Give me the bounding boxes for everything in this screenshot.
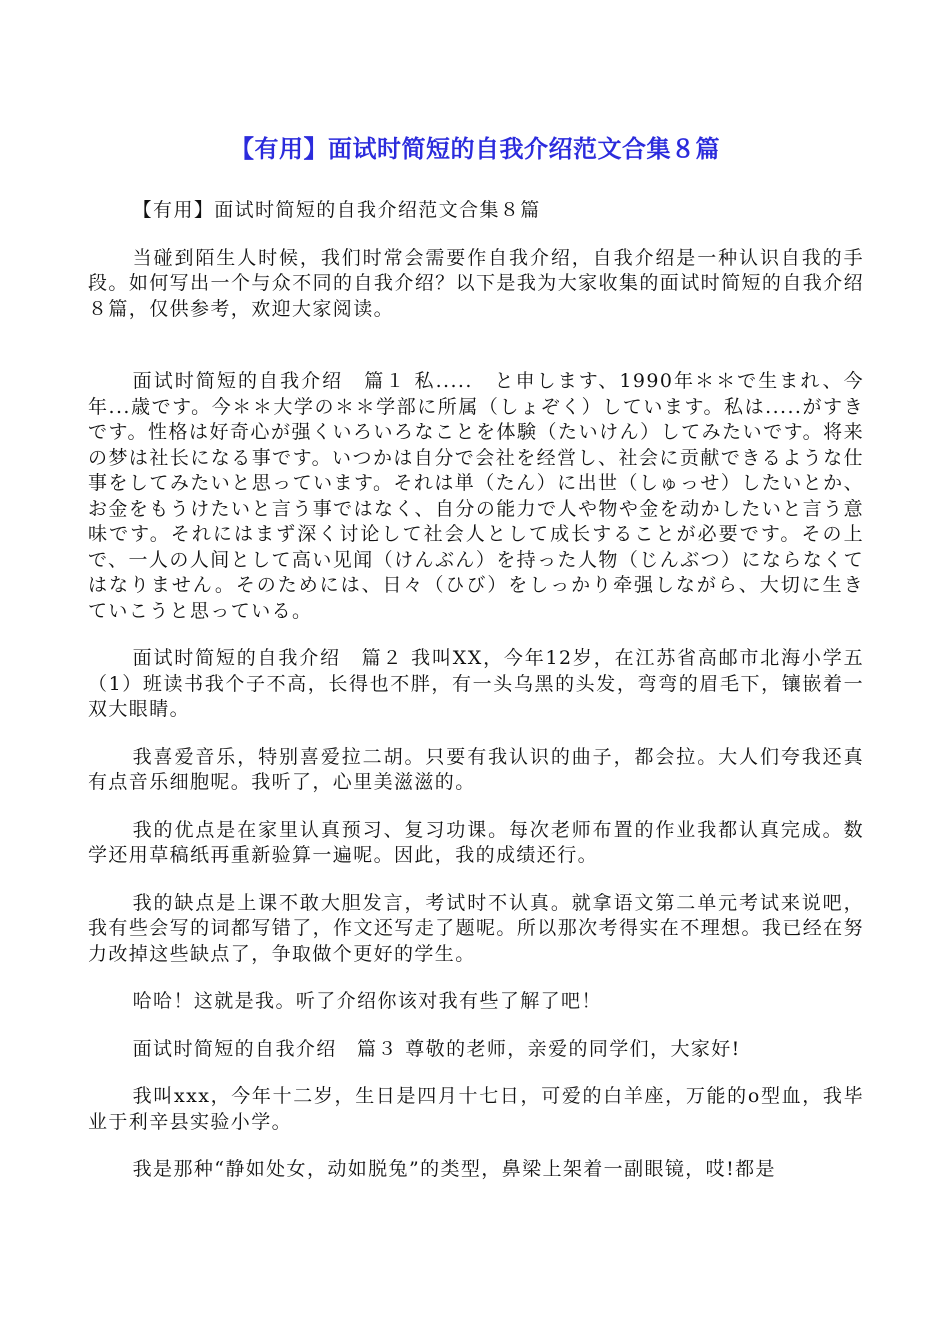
essay-3-paragraph: 面试时简短的自我介绍 篇３ 尊敬的老师，亲爱的同学们，大家好!: [132, 1037, 741, 1060]
essay-1-paragraph: 面试时简短的自我介绍 篇１ 私..... と申します、1990年＊＊で生まれ、今年...歳です。今＊＊大学の＊＊学部に所属（しょぞく）しています。私は.....がすきです。性格は好奇心が强くいろいろなことを体験（たいけん）してみたいです。将来の梦は社长になる事です。いつかは自分で会社を经営し、社会に贡献できるような仕事をしてみたいと思っています。それは単（たん）に出世（しゅっせ）したいとか、お金をもうけたいと言う事ではなく、自分の能力で人や物や金を动かしたいと言う意味です。それにはまず深く讨论して社会人として成长することが必要です。その上で、一人の人间として高い见闻（けんぶん）を持った人物（じんぶつ）にならなくてはなりません。そのためには、日々（ひび）をしっかり牵强しながら、大切に生きていこうと思っている。: [88, 370, 864, 622]
essay-2-closing-paragraph: 哈哈！这就是我。听了介绍你该对我有些了解了吧！: [132, 990, 602, 1012]
essay-2-paragraph: 面试时简短的自我介绍 篇２ 我叫XX，今年12岁，在江苏省高邮市北海小学五（1）班读书我个子不高，长得也不胖，有一头乌黑的头发，弯弯的眉毛下，镶嵌着一双大眼睛。: [88, 647, 864, 720]
subtitle-paragraph: 【有用】面试时简短的自我介绍范文合集８篇: [132, 199, 541, 221]
intro-paragraph: 当碰到陌生人时候，我们时常会需要作自我介绍，自我介绍是一种认识自我的手段。如何写出一个与众不同的自我介绍？以下是我为大家收集的面试时简短的自我介绍８篇，仅供参考，欢迎大家阅读。: [88, 246, 864, 320]
essay-3-details-paragraph: 我叫xxx，今年十二岁，生日是四月十七日，可爱的白羊座，万能的o型血，我毕业于利辛县实验小学。: [88, 1085, 864, 1133]
essay-2-strengths-paragraph: 我的优点是在家里认真预习、复习功课。每次老师布置的作业我都认真完成。数学还用草稿纸再重新验算一遍呢。因此，我的成绩还行。: [88, 818, 864, 866]
essay-2-music-paragraph: 我喜爱音乐，特别喜爱拉二胡。只要有我认识的曲子，都会拉。大人们夸我还真有点音乐细胞呢。我听了，心里美滋滋的。: [88, 745, 864, 793]
essay-3-appearance-paragraph: 我是那种“静如处女，动如脱兔”的类型，鼻梁上架着一副眼镜，哎!都是: [132, 1158, 776, 1180]
document-title: 【有用】面试时简短的自我介绍范文合集８篇: [230, 135, 720, 163]
document-body: [88, 198, 864, 1183]
essay-2-weaknesses-paragraph: 我的缺点是上课不敢大胆发言，考试时不认真。就拿语文第二单元考试来说吧，我有些会写的词都写错了，作文还写走了题呢。所以那次考得实在不理想。我已经在努力改掉这些缺点了，争取做个更好的学生。: [88, 891, 864, 965]
